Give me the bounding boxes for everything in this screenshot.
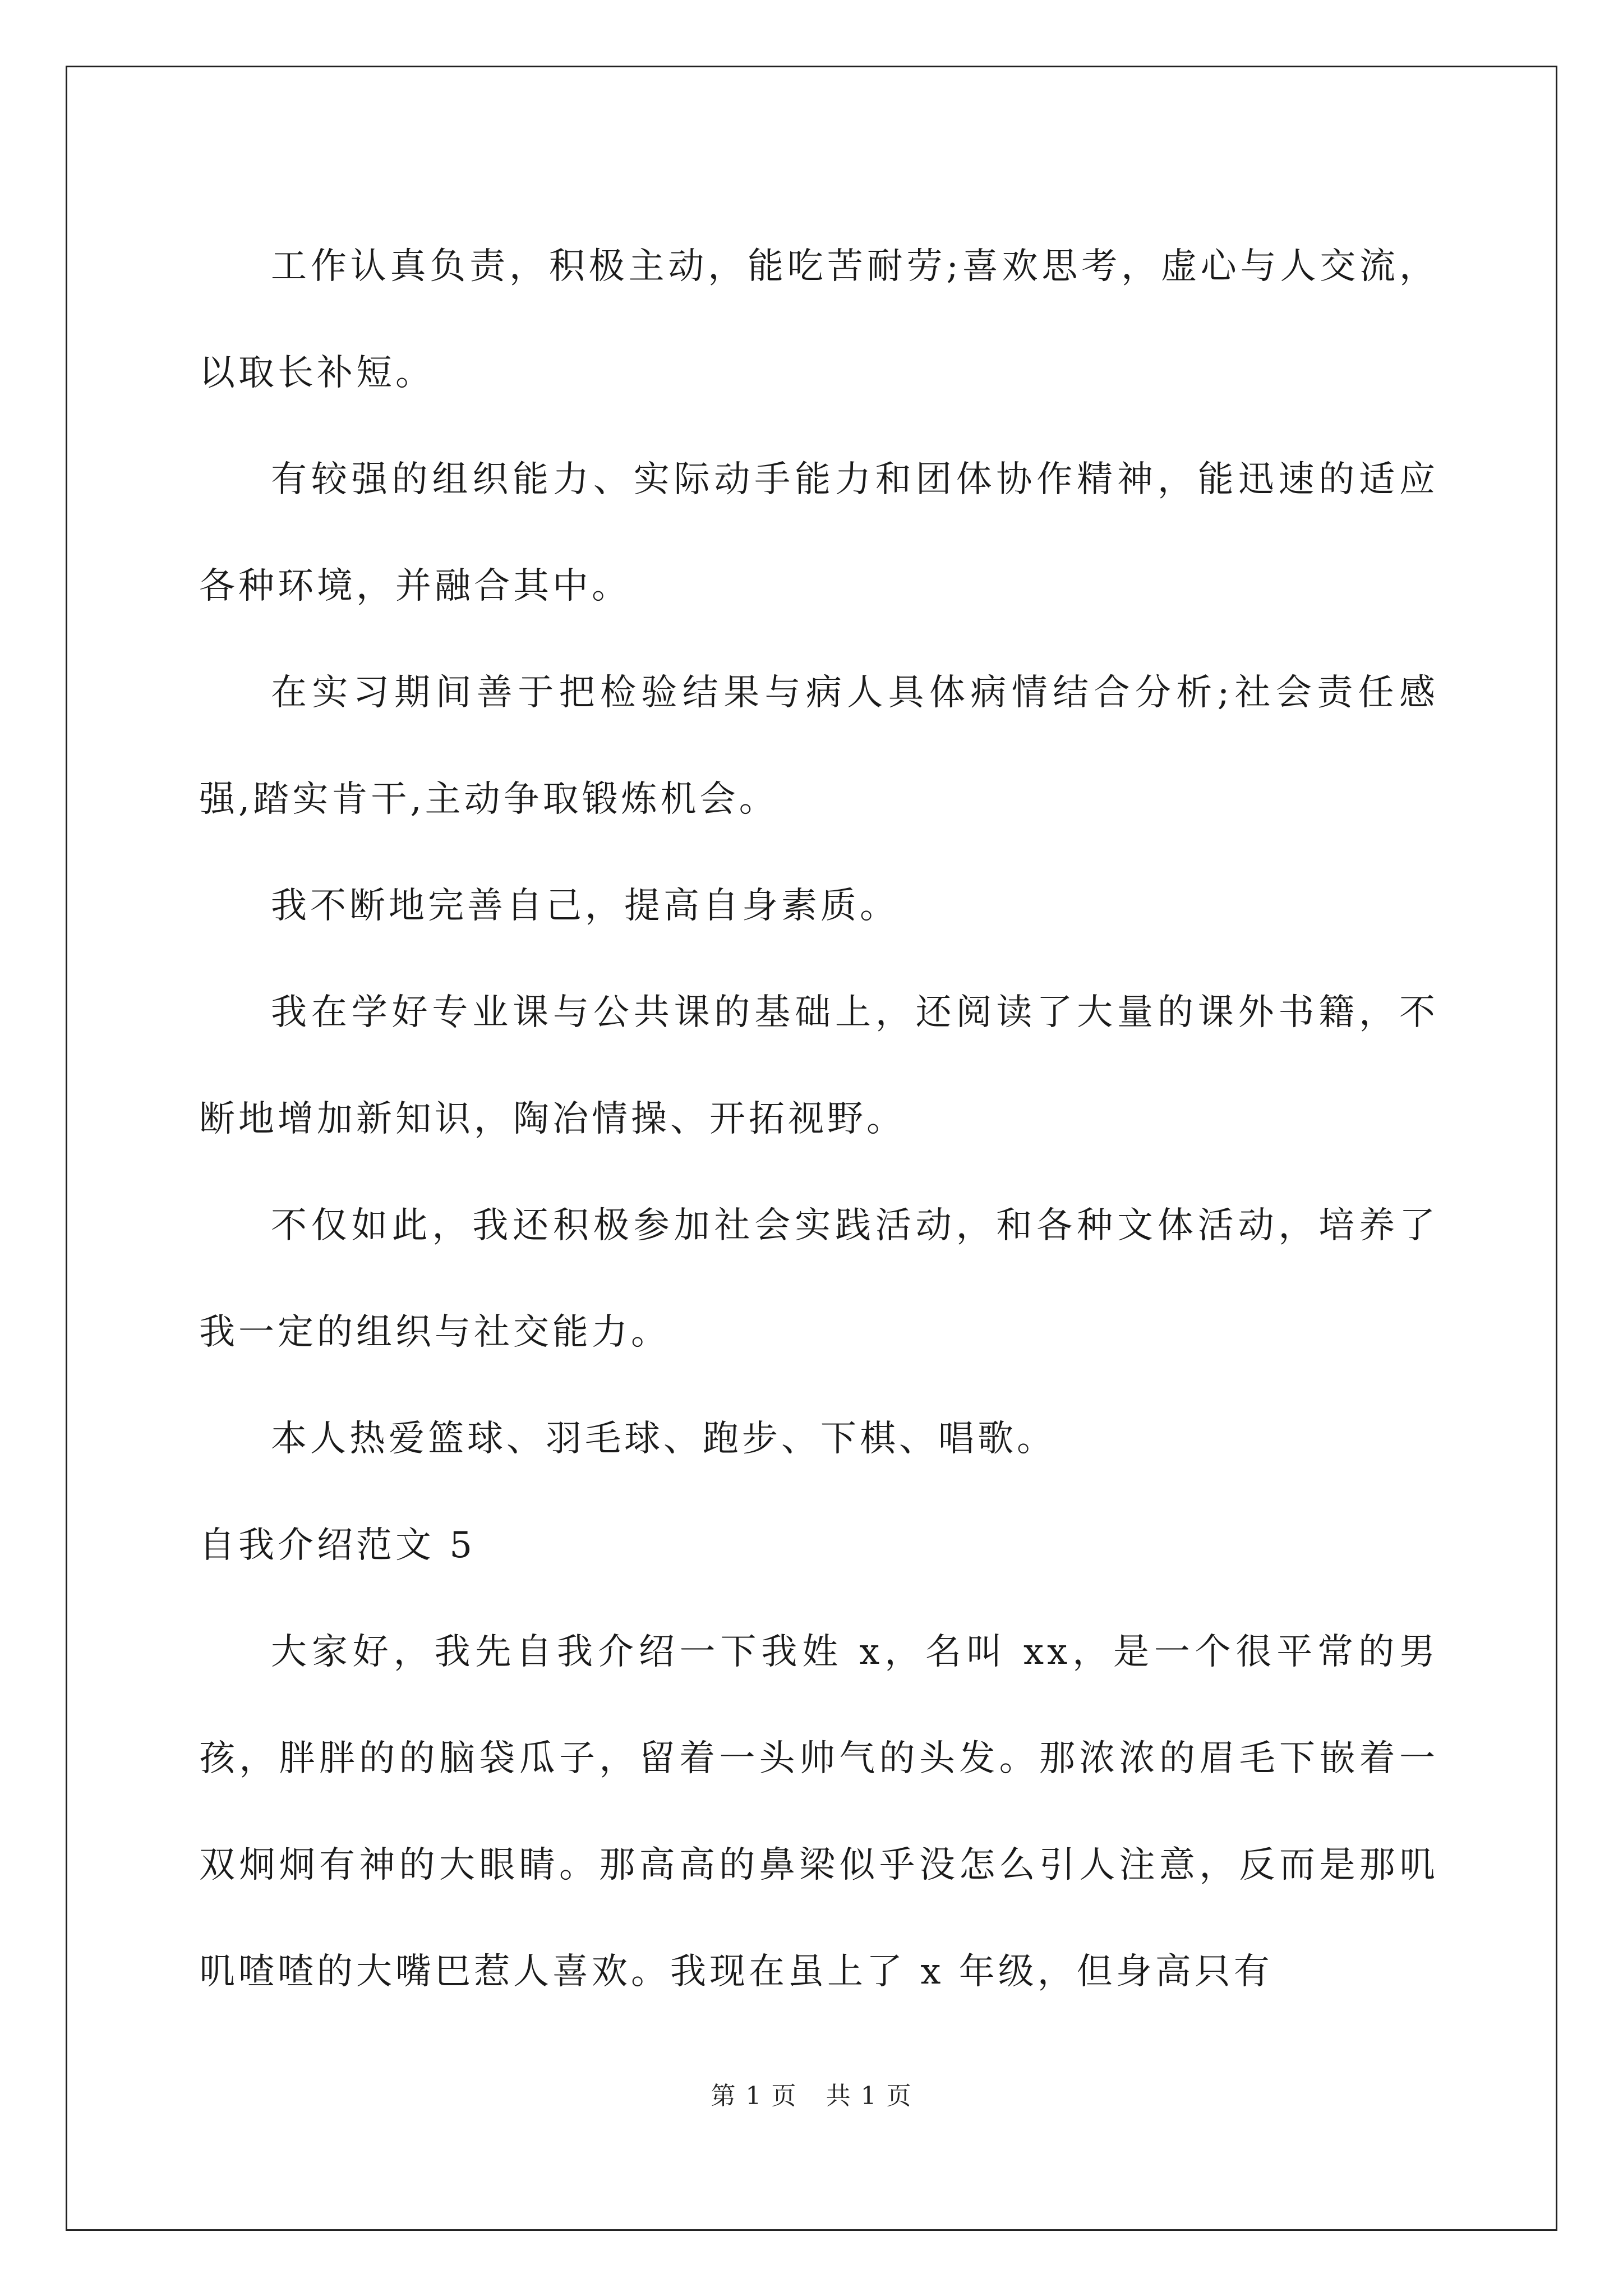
- paragraph-2: 有较强的组织能力、实际动手能力和团体协作精神，能迅速的适应各种环境，并融合其中。: [199, 459, 1438, 607]
- paragraph-3: 在实习期间善于把检验结果与病人具体病情结合分析;社会责任感强,踏实肯干,主动争取锻炼机会。: [199, 672, 1438, 820]
- section-heading: 自我介绍范文 5: [199, 1525, 476, 1566]
- paragraph-4: 我不断地完善自己，提高自身素质。: [271, 885, 899, 927]
- page-footer: [0, 2076, 1623, 2111]
- page-number-current: 第 1 页: [711, 2082, 797, 2110]
- document-body: [199, 213, 1438, 2025]
- page-number-total: 共 1 页: [826, 2082, 912, 2110]
- paragraph-5: 我在学好专业课与公共课的基础上，还阅读了大量的课外书籍，不断地增加新知识，陶冶情操、开拓视野。: [199, 992, 1438, 1140]
- paragraph-6: 不仅如此，我还积极参加社会实践活动，和各种文体活动，培养了我一定的组织与社交能力。: [199, 1205, 1438, 1353]
- paragraph-7: 本人热爱篮球、羽毛球、跑步、下棋、唱歌。: [271, 1418, 1056, 1460]
- paragraph-1: 工作认真负责，积极主动，能吃苦耐劳;喜欢思考，虚心与人交流，以取长补短。: [199, 246, 1438, 394]
- paragraph-8: 大家好，我先自我介绍一下我姓 x，名叫 xx，是一个很平常的男孩，胖胖的的脑袋瓜子，留着一头帅气的头发。那浓浓的眉毛下嵌着一双炯炯有神的大眼睛。那高高的鼻梁似乎没怎么引人注意，反而是那叽叽喳喳的大嘴巴惹人喜欢。我现在虽上了 x 年级，但身高只有: [199, 1631, 1438, 1993]
